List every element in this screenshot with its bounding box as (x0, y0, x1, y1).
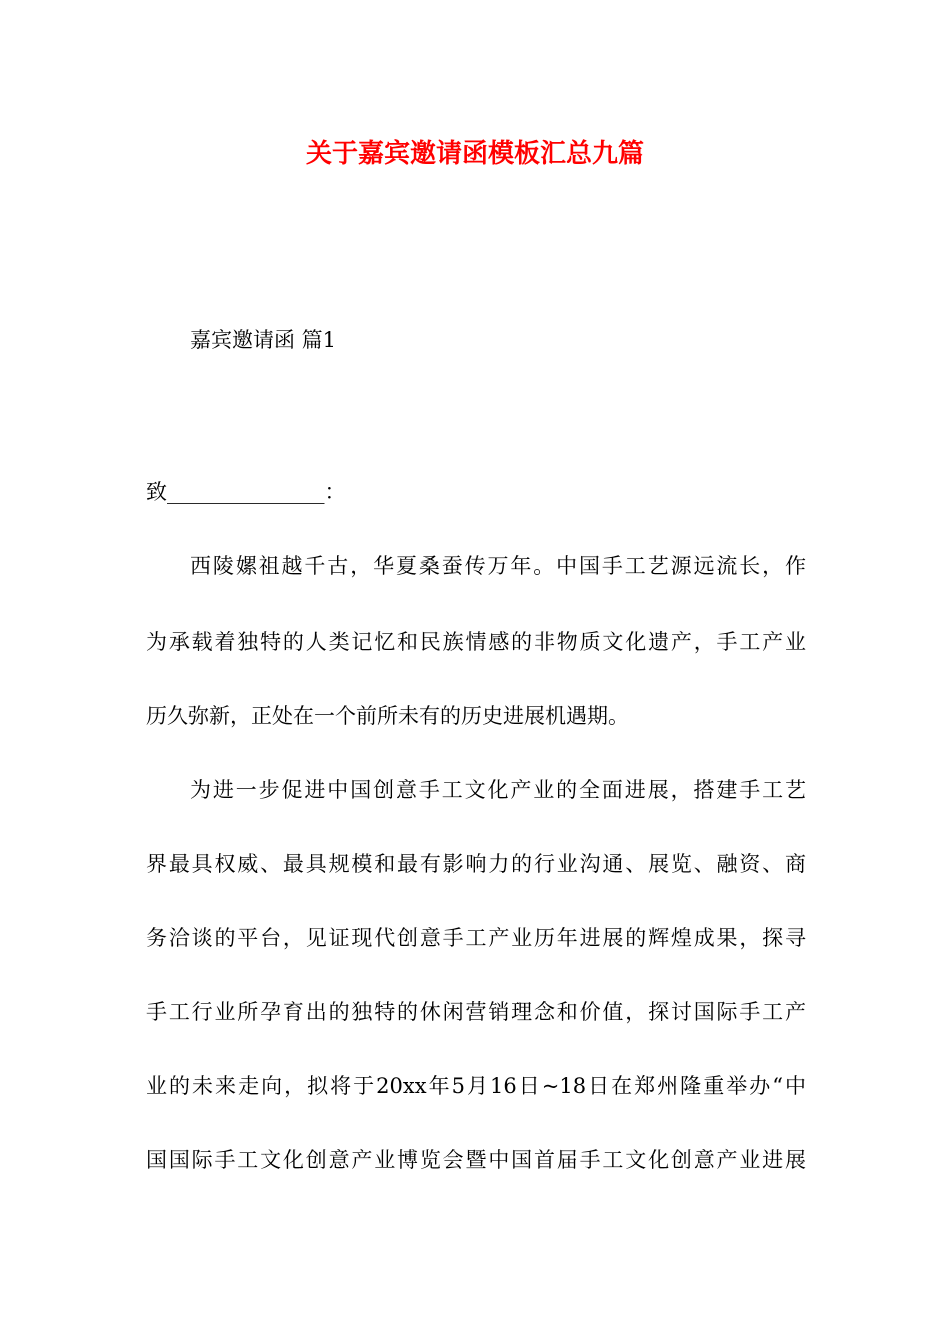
paragraph-line: 业的未来走向，拟将于20xx年5月16日~18日在郑州隆重举办“中 (146, 1074, 806, 1098)
salutation-line: 致_______________： (146, 480, 346, 504)
document-title: 关于嘉宾邀请函模板汇总九篇 (305, 139, 644, 169)
paragraph-line: 国国际手工文化创意产业博览会暨中国首届手工文化创意产业进展 (146, 1148, 806, 1172)
paragraph-line: 西陵嫘祖越千古，华夏桑蚕传万年。中国手工艺源远流长，作 (190, 554, 806, 578)
paragraph-line: 为进一步促进中国创意手工文化产业的全面进展，搭建手工艺 (190, 778, 806, 802)
paragraph-line: 手工行业所孕育出的独特的休闲营销理念和价值，探讨国际手工产 (146, 1000, 806, 1024)
section-heading: 嘉宾邀请函 篇1 (190, 328, 337, 352)
paragraph-line: 历久弥新，正处在一个前所未有的历史进展机遇期。 (146, 704, 629, 728)
paragraph-line: 界最具权威、最具规模和最有影响力的行业沟通、展览、融资、商 (146, 852, 806, 876)
paragraph-line: 为承载着独特的人类记忆和民族情感的非物质文化遗产，手工产业 (146, 630, 806, 654)
paragraph-line: 务洽谈的平台，见证现代创意手工产业历年进展的辉煌成果，探寻 (146, 926, 806, 950)
